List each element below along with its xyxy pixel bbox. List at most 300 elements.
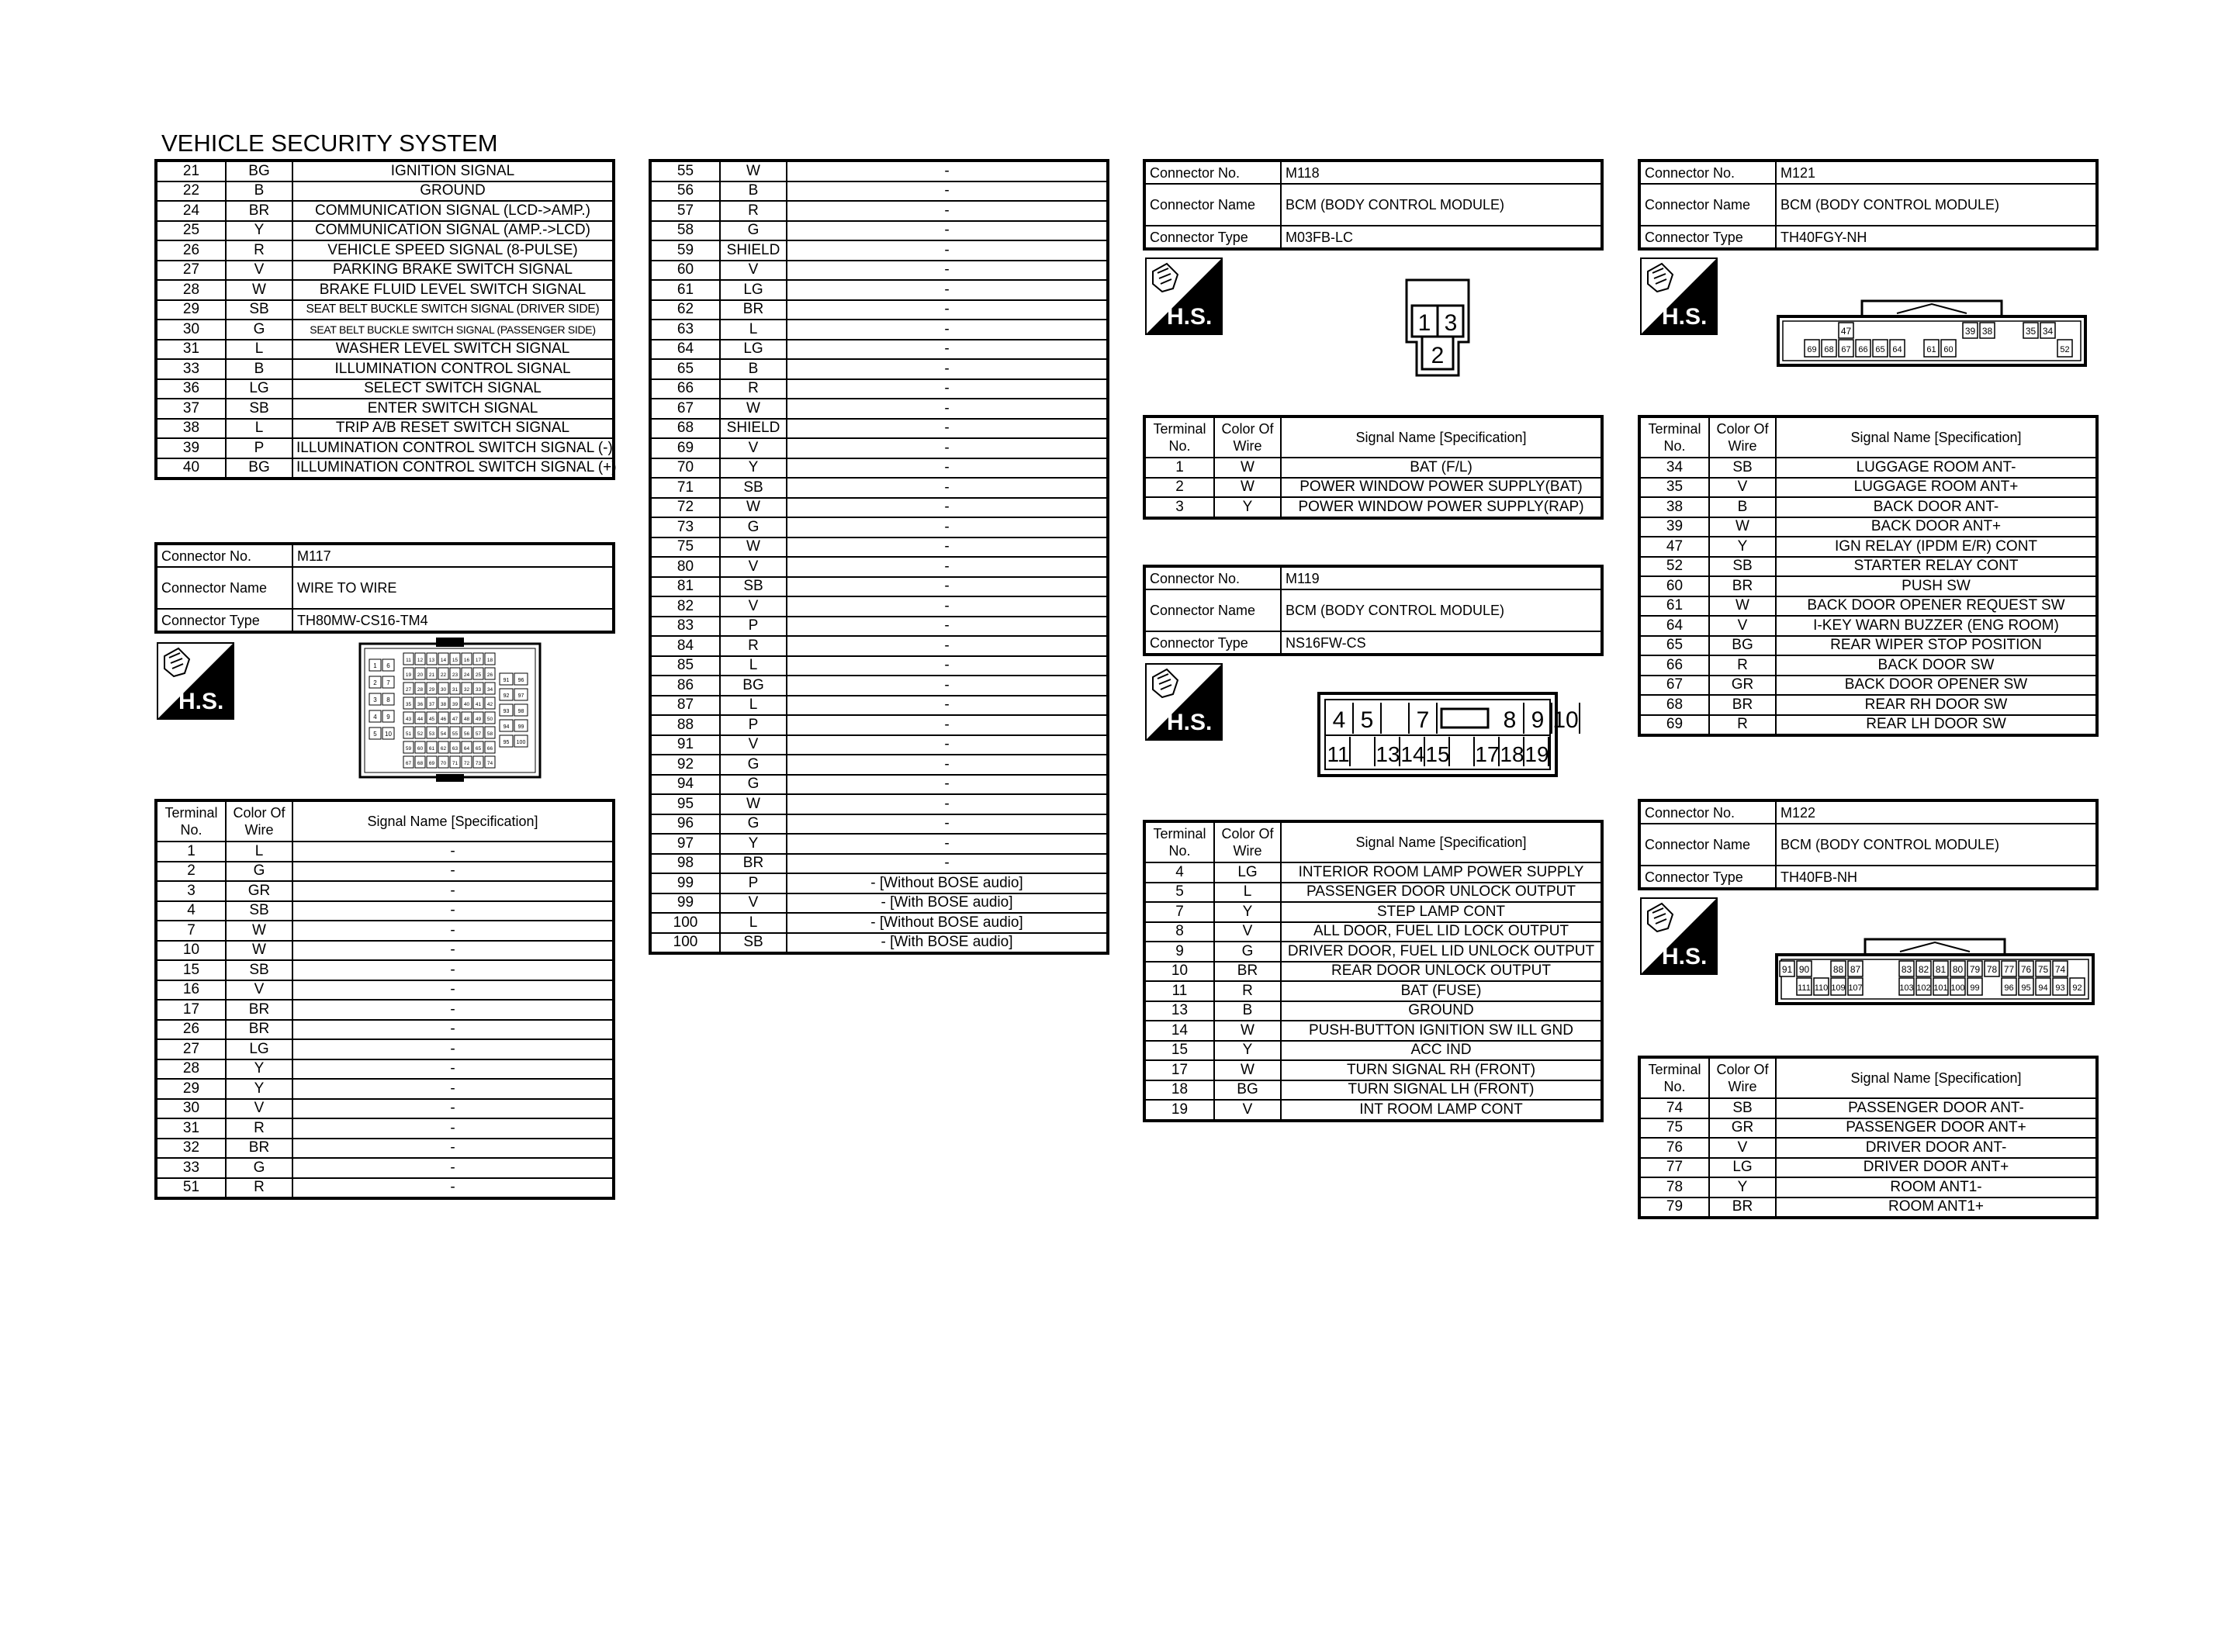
terminal-cell: 67: [1639, 676, 1709, 696]
terminal-cell: 56: [650, 181, 720, 202]
wire-color-cell: SHIELD: [720, 419, 787, 439]
signal-cell: -: [787, 715, 1108, 735]
wire-color-cell: BR: [1709, 576, 1776, 596]
table-row: [156, 300, 614, 320]
pin-label: 3: [373, 696, 377, 703]
table-row: [650, 893, 1108, 914]
signal-cell: PARKING BRAKE SWITCH SIGNAL: [292, 261, 614, 281]
hs-label: H.S.: [178, 689, 224, 714]
wire-color-cell: R: [226, 240, 292, 261]
pin-label: 68: [417, 761, 424, 766]
wire-color-cell: BR: [226, 201, 292, 221]
wire-color-cell: GR: [1709, 676, 1776, 696]
signal-cell: ENTER SWITCH SIGNAL: [292, 399, 614, 419]
signal-table-1: [154, 159, 615, 480]
pin-label: 40: [463, 702, 470, 707]
pin-label: 43: [405, 717, 412, 722]
wire-color-cell: BG: [720, 676, 787, 696]
pin-label: 11: [1327, 742, 1350, 766]
wire-color-cell: LG: [1214, 862, 1281, 883]
pin-label: 2: [1431, 343, 1445, 368]
pin-label: 25: [475, 672, 482, 678]
pin-label: 52: [2060, 345, 2070, 354]
terminal-header: Terminal No.: [1639, 1057, 1709, 1098]
signal-cell: WASHER LEVEL SWITCH SIGNAL: [292, 340, 614, 360]
signal-cell: TURN SIGNAL LH (FRONT): [1281, 1080, 1602, 1101]
pin-label: 34: [486, 687, 493, 693]
pin-label: 64: [1892, 345, 1902, 354]
connector-name-value: WIRE TO WIRE: [292, 567, 614, 609]
terminal-cell: 37: [156, 399, 226, 419]
table-row: [650, 438, 1108, 458]
wire-color-cell: W: [1214, 1060, 1281, 1080]
signal-cell: PASSENGER DOOR ANT-: [1776, 1098, 2097, 1118]
wire-color-cell: L: [226, 419, 292, 439]
pin-label: 100: [1950, 983, 1965, 993]
terminal-cell: 81: [650, 577, 720, 597]
table-row: [156, 221, 614, 241]
harness-side-icon: [1145, 663, 1223, 741]
signal-cell: -: [787, 320, 1108, 340]
table-row: [1144, 478, 1602, 498]
wire-color-cell: SB: [720, 478, 787, 498]
table-row: [1639, 497, 2097, 517]
table-row: [650, 676, 1108, 696]
wire-color-cell: SB: [1709, 557, 1776, 577]
table-row: [1639, 1177, 2097, 1198]
terminal-cell: 36: [156, 379, 226, 399]
wire-color-cell: G: [226, 320, 292, 340]
wire-color-cell: Y: [226, 1079, 292, 1099]
signal-cell: ILLUMINATION CONTROL SWITCH SIGNAL (-): [292, 438, 614, 458]
connector-name-value: BCM (BODY CONTROL MODULE): [1281, 184, 1602, 226]
table-row: [650, 517, 1108, 537]
table-row: [156, 980, 614, 1001]
pin-label: 63: [452, 746, 459, 752]
pin-label: 4: [1332, 707, 1346, 733]
signal-cell: -: [787, 577, 1108, 597]
wire-color-cell: G: [226, 1158, 292, 1178]
signal-cell: - [Without BOSE audio]: [787, 913, 1108, 933]
signal-table-2: [649, 159, 1109, 955]
table-row: [1639, 636, 2097, 656]
pin-label: 93: [2055, 983, 2065, 993]
terminal-cell: 8: [1144, 922, 1214, 942]
signal-cell: STEP LAMP CONT: [1281, 902, 1602, 922]
pin-label: 6: [386, 662, 390, 669]
table-row: [156, 941, 614, 961]
terminal-cell: 66: [1639, 655, 1709, 676]
terminal-cell: 7: [1144, 902, 1214, 922]
wire-color-cell: BG: [226, 458, 292, 479]
signal-cell: REAR DOOR UNLOCK OUTPUT: [1281, 962, 1602, 982]
table-row: [1144, 1060, 1602, 1080]
terminal-cell: 58: [650, 221, 720, 241]
signal-cell: TURN SIGNAL RH (FRONT): [1281, 1060, 1602, 1080]
pin-label: 31: [452, 687, 459, 693]
table-row: [156, 842, 614, 862]
pin-label: 92: [503, 693, 510, 699]
table-row: [156, 181, 614, 202]
pin-label: 65: [1875, 345, 1885, 354]
wire-color-cell: SB: [226, 901, 292, 921]
signal-cell: -: [292, 1059, 614, 1080]
pin-label: 95: [2021, 983, 2031, 993]
table-row: [1144, 1021, 1602, 1041]
pin-label: 74: [486, 761, 493, 766]
pin-label: 5: [1360, 707, 1374, 733]
terminal-cell: 26: [156, 1020, 226, 1040]
signal-cell: POWER WINDOW POWER SUPPLY(RAP): [1281, 497, 1602, 518]
wire-color-cell: L: [1214, 883, 1281, 903]
terminal-cell: 65: [650, 359, 720, 379]
signal-cell: -: [787, 280, 1108, 300]
pin-label: 3: [1444, 310, 1458, 336]
connector-name-label: Connector Name: [1144, 589, 1281, 631]
pin-label: 39: [452, 702, 459, 707]
table-row: [650, 221, 1108, 241]
table-row: [650, 557, 1108, 577]
table-row: [1639, 537, 2097, 557]
terminal-cell: 76: [1639, 1138, 1709, 1158]
pin-label: 54: [440, 731, 447, 737]
terminal-cell: 62: [650, 300, 720, 320]
wire-color-cell: SB: [1709, 1098, 1776, 1118]
pin-label: 91: [1781, 964, 1793, 975]
terminal-cell: 68: [650, 419, 720, 439]
wire-color-cell: G: [720, 517, 787, 537]
table-row: [650, 735, 1108, 755]
table-row: [156, 1000, 614, 1020]
table-row: [650, 280, 1108, 300]
terminal-cell: 29: [156, 1079, 226, 1099]
wire-color-cell: BR: [1709, 695, 1776, 715]
wire-color-cell: B: [226, 181, 292, 202]
table-row: [1144, 942, 1602, 962]
wire-color-cell: G: [1214, 942, 1281, 962]
pin-label: 38: [1981, 326, 1993, 337]
connector-no-label: Connector No.: [1639, 800, 1776, 824]
wire-color-cell: LG: [226, 1039, 292, 1059]
table-row: [650, 933, 1108, 954]
signal-cell: DRIVER DOOR ANT+: [1776, 1158, 2097, 1178]
table-row: [650, 913, 1108, 933]
terminal-cell: 4: [1144, 862, 1214, 883]
terminal-cell: 78: [1639, 1177, 1709, 1198]
table-row: [156, 340, 614, 360]
pin-label: 107: [1848, 983, 1863, 993]
wire-color-cell: BR: [226, 1020, 292, 1040]
pin-label: 15: [452, 658, 459, 663]
table-row: [1639, 1098, 2097, 1118]
signal-cell: -: [292, 1000, 614, 1020]
wire-color-cell: BG: [1709, 636, 1776, 656]
terminal-cell: 13: [1144, 1001, 1214, 1021]
connector-no-label: Connector No.: [1144, 161, 1281, 184]
terminal-cell: 73: [650, 517, 720, 537]
table-row: [156, 359, 614, 379]
table-row: [156, 881, 614, 901]
signal-cell: ILLUMINATION CONTROL SWITCH SIGNAL (+): [292, 458, 614, 479]
terminal-cell: 98: [650, 854, 720, 874]
signal-cell: BACK DOOR OPENER SW: [1776, 676, 2097, 696]
signal-cell: IGN RELAY (IPDM E/R) CONT: [1776, 537, 2097, 557]
wire-color-cell: BR: [720, 854, 787, 874]
signal-cell: -: [787, 419, 1108, 439]
hs-label: H.S.: [1167, 304, 1213, 330]
table-row: [650, 715, 1108, 735]
color-header: Color Of Wire: [1214, 416, 1281, 458]
signal-cell: REAR WIPER STOP POSITION: [1776, 636, 2097, 656]
connector-no-value: M118: [1281, 161, 1602, 184]
signal-cell: -: [787, 636, 1108, 656]
table-row: [1639, 478, 2097, 498]
pin-label: 96: [2004, 983, 2014, 993]
terminal-cell: 5: [1144, 883, 1214, 903]
pin-label: 7: [1416, 707, 1430, 733]
wire-color-cell: B: [720, 181, 787, 202]
signal-cell: BACK DOOR ANT+: [1776, 517, 2097, 537]
signal-cell: -: [787, 181, 1108, 202]
pin-label: 17: [475, 658, 482, 663]
wire-color-cell: L: [720, 913, 787, 933]
signal-cell: VEHICLE SPEED SIGNAL (8-PULSE): [292, 240, 614, 261]
wire-color-cell: W: [1214, 458, 1281, 478]
table-row: [156, 1099, 614, 1119]
terminal-cell: 77: [1639, 1158, 1709, 1178]
table-row: [650, 300, 1108, 320]
table-row: [650, 161, 1108, 181]
signal-cell: COMMUNICATION SIGNAL (AMP.->LCD): [292, 221, 614, 241]
connector-type-value: TH40FGY-NH: [1776, 226, 2097, 249]
wire-color-cell: Y: [1709, 537, 1776, 557]
signal-cell: ROOM ANT1-: [1776, 1177, 2097, 1198]
wire-color-cell: BG: [226, 161, 292, 181]
pin-label: 8: [386, 696, 390, 703]
terminal-cell: 99: [650, 893, 720, 914]
table-row: [156, 240, 614, 261]
pin-label: 95: [503, 740, 510, 745]
terminal-cell: 60: [1639, 576, 1709, 596]
connector-no-value: M119: [1281, 566, 1602, 589]
pin-label: 7: [386, 679, 390, 686]
signal-cell: -: [787, 498, 1108, 518]
pin-label: 51: [405, 731, 412, 737]
pin-label: 109: [1831, 983, 1846, 993]
terminal-cell: 57: [650, 201, 720, 221]
wire-color-cell: W: [720, 794, 787, 814]
terminal-cell: 34: [1639, 458, 1709, 478]
signal-cell: - [With BOSE audio]: [787, 893, 1108, 914]
table-row: [156, 1158, 614, 1178]
wire-color-cell: LG: [1709, 1158, 1776, 1178]
wire-color-cell: R: [720, 636, 787, 656]
terminal-cell: 22: [156, 181, 226, 202]
terminal-cell: 68: [1639, 695, 1709, 715]
pin-label: 48: [463, 717, 470, 722]
terminal-header: Terminal No.: [156, 800, 226, 842]
wire-color-cell: V: [226, 980, 292, 1001]
signal-table-m122: [1638, 1056, 2099, 1219]
lock-tab: [1900, 942, 1970, 952]
table-row: [156, 1118, 614, 1139]
signal-cell: -: [787, 300, 1108, 320]
signal-cell: -: [787, 696, 1108, 716]
terminal-header: Terminal No.: [1144, 821, 1214, 862]
wire-color-cell: L: [720, 320, 787, 340]
pin-label: 24: [463, 672, 470, 678]
wire-color-cell: L: [226, 842, 292, 862]
terminal-cell: 85: [650, 656, 720, 676]
pin-label: 29: [428, 687, 435, 693]
signal-cell: GROUND: [1281, 1001, 1602, 1021]
terminal-cell: 66: [650, 379, 720, 399]
pin-label: 37: [428, 702, 435, 707]
connector-type-label: Connector Type: [1144, 631, 1281, 655]
signal-cell: -: [787, 557, 1108, 577]
table-row: [156, 1059, 614, 1080]
signal-cell: -: [292, 901, 614, 921]
table-row: [156, 1178, 614, 1199]
terminal-cell: 25: [156, 221, 226, 241]
table-row: [1144, 883, 1602, 903]
pin-label: 41: [475, 702, 482, 707]
connector-diagram-m119: [1317, 692, 1579, 781]
signal-cell: ACC IND: [1281, 1041, 1602, 1061]
pin-label: 35: [2025, 326, 2037, 337]
signal-cell: INTERIOR ROOM LAMP POWER SUPPLY: [1281, 862, 1602, 883]
wire-color-cell: B: [1214, 1001, 1281, 1021]
signal-cell: INT ROOM LAMP CONT: [1281, 1100, 1602, 1121]
table-row: [650, 340, 1108, 360]
wire-color-cell: SB: [226, 399, 292, 419]
pin-label: 10: [385, 731, 392, 738]
pin-label: 19: [405, 672, 412, 678]
signal-cell: -: [787, 617, 1108, 637]
signal-cell: -: [787, 794, 1108, 814]
table-row: [1639, 1198, 2097, 1218]
signal-header: Signal Name [Specification]: [1776, 416, 2097, 458]
wire-color-cell: V: [720, 261, 787, 281]
signal-cell: I-KEY WARN BUZZER (ENG ROOM): [1776, 616, 2097, 636]
table-row: [156, 280, 614, 300]
pin-label: 14: [440, 658, 447, 663]
table-row: [156, 161, 614, 181]
connector-no-value: M117: [292, 544, 614, 567]
wire-color-cell: BR: [720, 300, 787, 320]
pin-label: 102: [1916, 983, 1931, 993]
table-row: [1144, 458, 1602, 478]
signal-cell: ROOM ANT1+: [1776, 1198, 2097, 1218]
pin-label: 61: [1926, 345, 1936, 354]
signal-cell: -: [292, 1178, 614, 1199]
pin-label: 27: [405, 687, 412, 693]
pin-label: 9: [1531, 707, 1545, 733]
signal-cell: IGNITION SIGNAL: [292, 161, 614, 181]
wire-color-cell: W: [226, 921, 292, 941]
terminal-cell: 28: [156, 280, 226, 300]
terminal-cell: 16: [156, 980, 226, 1001]
pin-label: 23: [452, 672, 459, 678]
connector-type-value: NS16FW-CS: [1281, 631, 1602, 655]
table-row: [650, 617, 1108, 637]
terminal-cell: 70: [650, 458, 720, 479]
table-row: [650, 537, 1108, 558]
signal-cell: -: [787, 814, 1108, 835]
signal-table-m119: [1143, 820, 1604, 1122]
terminal-cell: 30: [156, 320, 226, 340]
connector-name-value: BCM (BODY CONTROL MODULE): [1776, 184, 2097, 226]
terminal-cell: 71: [650, 478, 720, 498]
connector-diagram-m122: [1775, 933, 2095, 1011]
terminal-cell: 55: [650, 161, 720, 181]
pin-label: 50: [486, 717, 493, 722]
pin-label: 1: [1417, 310, 1431, 336]
hs-label: H.S.: [1167, 710, 1213, 735]
table-row: [1144, 981, 1602, 1001]
terminal-cell: 3: [156, 881, 226, 901]
pin-label: 26: [486, 672, 493, 678]
lock-tab: [1897, 304, 1967, 313]
signal-cell: LUGGAGE ROOM ANT-: [1776, 458, 2097, 478]
signal-cell: -: [292, 1079, 614, 1099]
wire-color-cell: SB: [226, 300, 292, 320]
pin-label: 39: [1964, 326, 1976, 337]
pin-label: 110: [1814, 983, 1829, 993]
connector-no-label: Connector No.: [1639, 161, 1776, 184]
table-row: [650, 873, 1108, 893]
table-row: [1639, 695, 2097, 715]
signal-cell: -: [787, 261, 1108, 281]
table-row: [650, 794, 1108, 814]
signal-cell: -: [787, 676, 1108, 696]
terminal-cell: 11: [1144, 981, 1214, 1001]
signal-cell: -: [292, 960, 614, 980]
signal-cell: SEAT BELT BUCKLE SWITCH SIGNAL (PASSENGER SIDE): [292, 320, 614, 340]
wire-color-cell: Y: [1214, 1041, 1281, 1061]
latch-slot: [1441, 709, 1488, 728]
color-header: Color Of Wire: [226, 800, 292, 842]
signal-cell: PUSH-BUTTON IGNITION SW ILL GND: [1281, 1021, 1602, 1041]
pin-label: 69: [428, 761, 435, 766]
signal-cell: -: [292, 941, 614, 961]
terminal-cell: 38: [1639, 497, 1709, 517]
terminal-cell: 65: [1639, 636, 1709, 656]
connector-type-label: Connector Type: [1639, 226, 1776, 249]
pin-label: 16: [463, 658, 470, 663]
table-row: [650, 240, 1108, 261]
signal-cell: GROUND: [292, 181, 614, 202]
wire-color-cell: LG: [720, 340, 787, 360]
table-row: [650, 359, 1108, 379]
wire-color-cell: V: [720, 557, 787, 577]
table-row: [156, 458, 614, 479]
signal-cell: -: [787, 240, 1108, 261]
wire-color-cell: R: [1709, 655, 1776, 676]
terminal-cell: 83: [650, 617, 720, 637]
signal-cell: -: [292, 1039, 614, 1059]
connector-diagram-m121: [1777, 295, 2087, 372]
signal-cell: -: [292, 1020, 614, 1040]
pin-label: 73: [475, 761, 482, 766]
harness-side-icon: [1640, 897, 1718, 975]
connector-diagram-m117: [358, 636, 542, 787]
pin-label: 90: [1798, 964, 1810, 975]
pin-label: 103: [1899, 983, 1914, 993]
wire-color-cell: BR: [1709, 1198, 1776, 1218]
pin-label: 49: [475, 717, 482, 722]
pin-label: 94: [503, 724, 510, 730]
